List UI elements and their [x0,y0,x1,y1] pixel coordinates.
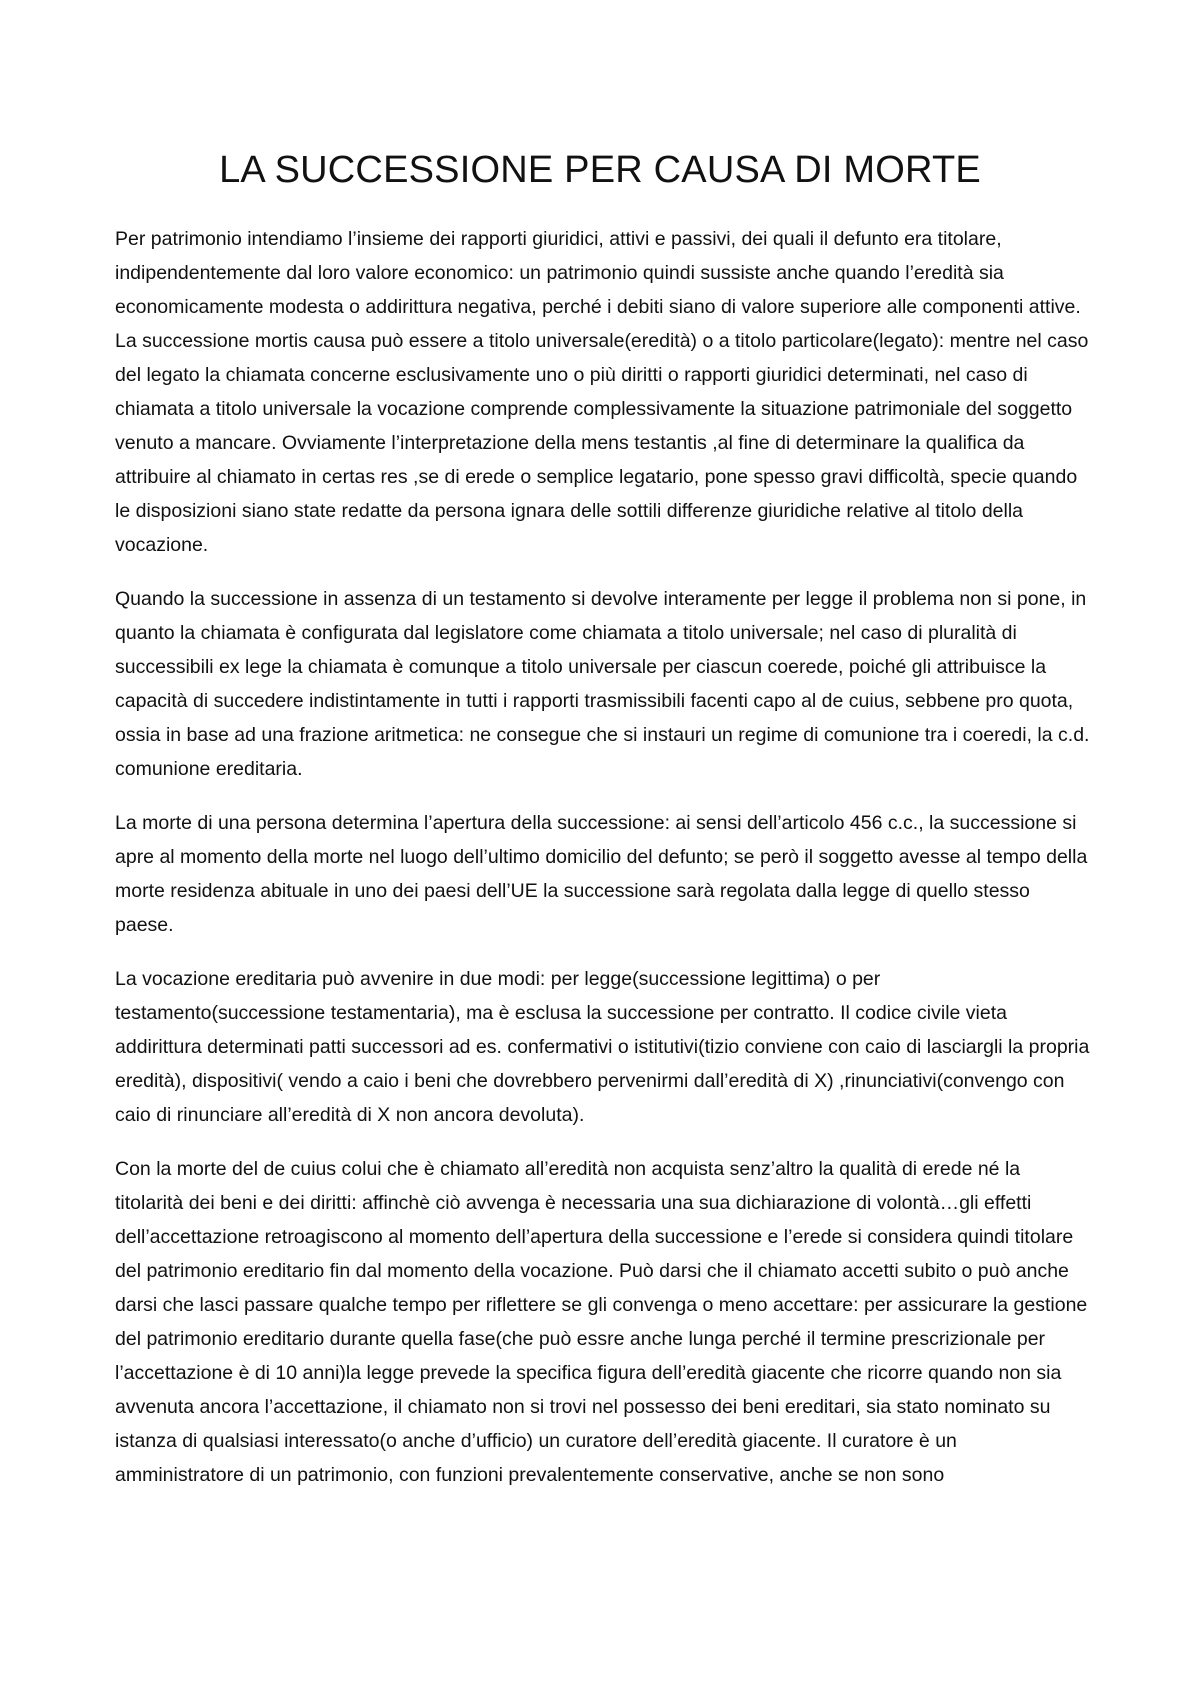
paragraph-successione-legge: Quando la successione in assenza di un testamento si devolve interamente per legge il problema non si pone, in quanto la chiamata è configurata dal legislatore come chiamata a titolo universale; nel caso di pluralità di successibili ex lege la chiamata è comunque a titolo universale per ciascun coerede, poiché gli attribuisce la capacità di succedere indistintamente in tutti i rapporti trasmissibili facenti capo al de cuius, sebbene pro quota, ossia in base ad una frazione aritmetica: ne consegue che si instauri un regime di comunione tra i coeredi, la c.d. comunione ereditaria. [115,588,1090,780]
document-body [115,222,1090,1492]
page-title: LA SUCCESSIONE PER CAUSA DI MORTE [219,149,981,191]
paragraph-vocazione-ereditaria: La vocazione ereditaria può avvenire in due modi: per legge(successione legittima) o per testamento(successione testamentaria), ma è esclusa la successione per contratto. Il codice civile vieta addirittura determinati patti successori ad es. confermativi o istitutivi(tizio conviene con caio di lasciargli la propria eredità), dispositivi( vendo a caio i beni che dovrebbero pervenirmi dall’eredità di X) ,rinunciativi(convengo con caio di rinunciare all’eredità di X non ancora devoluta). [115,968,1090,1126]
paragraph-patrimonio: Per patrimonio intendiamo l’insieme dei rapporti giuridici, attivi e passivi, dei quali il defunto era titolare, indipendentemente dal loro valore economico: un patrimonio quindi sussiste anche quando l’eredità sia economicamente modesta o addirittura negativa, perché i debiti siano di valore superiore alle componenti attive. La successione mortis causa può essere a titolo universale(eredità) o a titolo particolare(legato): mentre nel caso del legato la chiamata concerne esclusivamente uno o più diritti o rapporti giuridici determinati, nel caso di chiamata a titolo universale la vocazione comprende complessivamente la situazione patrimoniale del soggetto venuto a mancare. Ovviamente l’interpretazione della mens testantis ,al fine di determinare la qualifica da attribuire al chiamato in certas res ,se di erede o semplice legatario, pone spesso gravi difficoltà, specie quando le disposizioni siano state redatte da persona ignara delle sottili differenze giuridiche relative al titolo della vocazione. [115,228,1089,556]
paragraph-apertura-successione: La morte di una persona determina l’apertura della successione: ai sensi dell’articolo 456 c.c., la successione si apre al momento della morte nel luogo dell’ultimo domicilio del defunto; se però il soggetto avesse al tempo della morte residenza abituale in uno dei paesi dell’UE la successione sarà regolata dalla legge di quello stesso paese. [115,812,1088,936]
paragraph-accettazione-eredita: Con la morte del de cuius colui che è chiamato all’eredità non acquista senz’altro la qualità di erede né la titolarità dei beni e dei diritti: affinchè ciò avvenga è necessaria una sua dichiarazione di volontà…gli effetti dell’accettazione retroagiscono al momento dell’apertura della successione e l’erede si considera quindi titolare del patrimonio ereditario fin dal momento della vocazione. Può darsi che il chiamato accetti subito o può anche darsi che lasci passare qualche tempo per riflettere se gli convenga o meno accettare: per assicurare la gestione del patrimonio ereditario durante quella fase(che può essre anche lunga perché il termine prescrizionale per l’accettazione è di 10 anni)la legge prevede la specifica figura dell’eredità giacente che ricorre quando non sia avvenuta ancora l’accettazione, il chiamato non si trovi nel possesso dei beni ereditari, sia stato nominato su istanza di qualsiasi interessato(o anche d’ufficio) un curatore dell’eredità giacente. Il curatore è un amministratore di un patrimonio, con funzioni prevalentemente conservative, anche se non sono [115,1158,1088,1486]
